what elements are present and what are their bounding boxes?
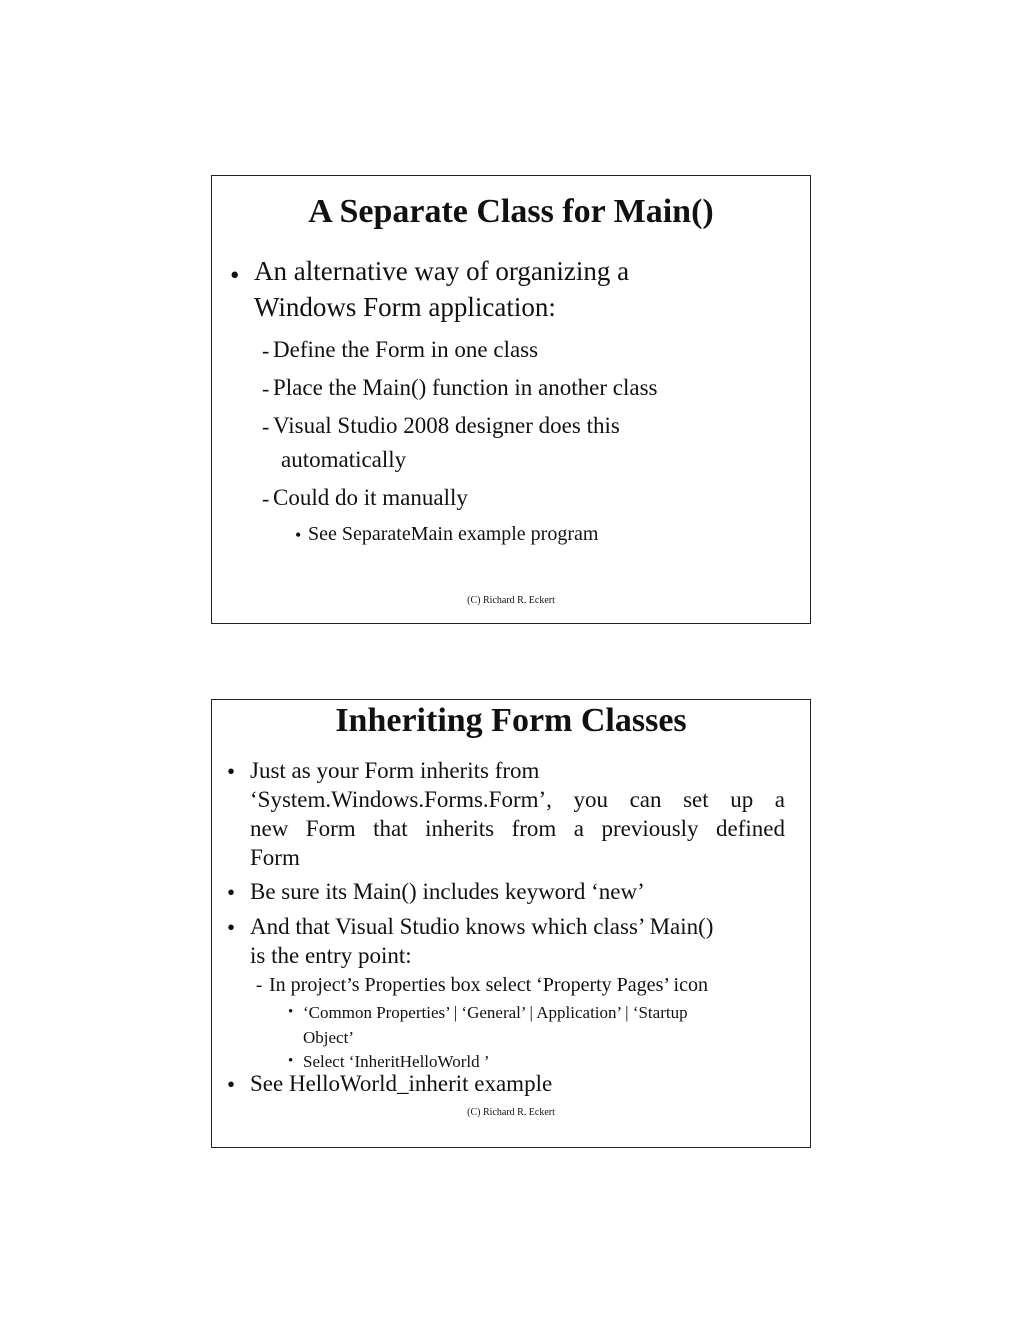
sub-item: Visual Studio 2008 designer does this [273,413,620,438]
sub-item: Place the Main() function in another class [273,375,658,400]
bullet-icon: • [227,880,236,905]
sub-sub-item: Select ‘InheritHelloWorld ’ [303,1052,490,1071]
slide-title: A Separate Class for Main() [308,193,714,230]
slide-separate-class [211,175,811,624]
slide-title: Inheriting Form Classes [335,702,687,739]
bullet-text-cont: Form [250,845,300,870]
bullet-icon: • [227,915,236,940]
slide-inheriting-form [211,699,811,1148]
sub-item: Define the Form in one class [273,337,539,362]
bullet-icon: • [288,1004,294,1020]
bullet-icon: • [227,1072,236,1097]
bullet-text-cont: is the entry point: [250,943,412,968]
dash-icon: - [262,486,270,511]
sub-item-cont: automatically [281,447,407,472]
bullet-icon: • [230,260,240,290]
bullet-icon: • [288,1053,294,1069]
bullet-text-cont: new Form that inherits from a previously defined [250,816,785,841]
dash-icon: - [262,338,270,363]
footer-credit: (C) Richard R. Eckert [467,595,555,606]
bullet-text: Be sure its Main() includes keyword ‘new’ [250,879,645,904]
sub-item: In project’s Properties box select ‘Property Pages’ icon [269,974,708,996]
bullet-text-cont: Windows Form application: [254,292,556,322]
bullet-text-cont: ‘System.Windows.Forms.Form’, you can set up a [250,787,785,812]
bullet-icon: • [227,759,236,784]
dash-icon: - [256,975,263,996]
bullet-icon: • [295,525,302,545]
sub-item: Could do it manually [273,485,468,510]
bullet-text: An alternative way of organizing a [254,256,630,286]
sub-sub-item: See SeparateMain example program [308,523,599,545]
bullet-text: Just as your Form inherits from [250,758,540,783]
dash-icon: - [262,376,270,401]
dash-icon: - [262,414,270,439]
sub-sub-item-cont: Object’ [303,1028,354,1047]
bullet-text: And that Visual Studio knows which class’ Main() [250,914,714,939]
sub-sub-item: ‘Common Properties’ | ‘General’ | Application’ | ‘Startup [303,1003,688,1022]
footer-credit: (C) Richard R. Eckert [467,1107,555,1118]
bullet-text: See HelloWorld_inherit example [250,1071,553,1096]
